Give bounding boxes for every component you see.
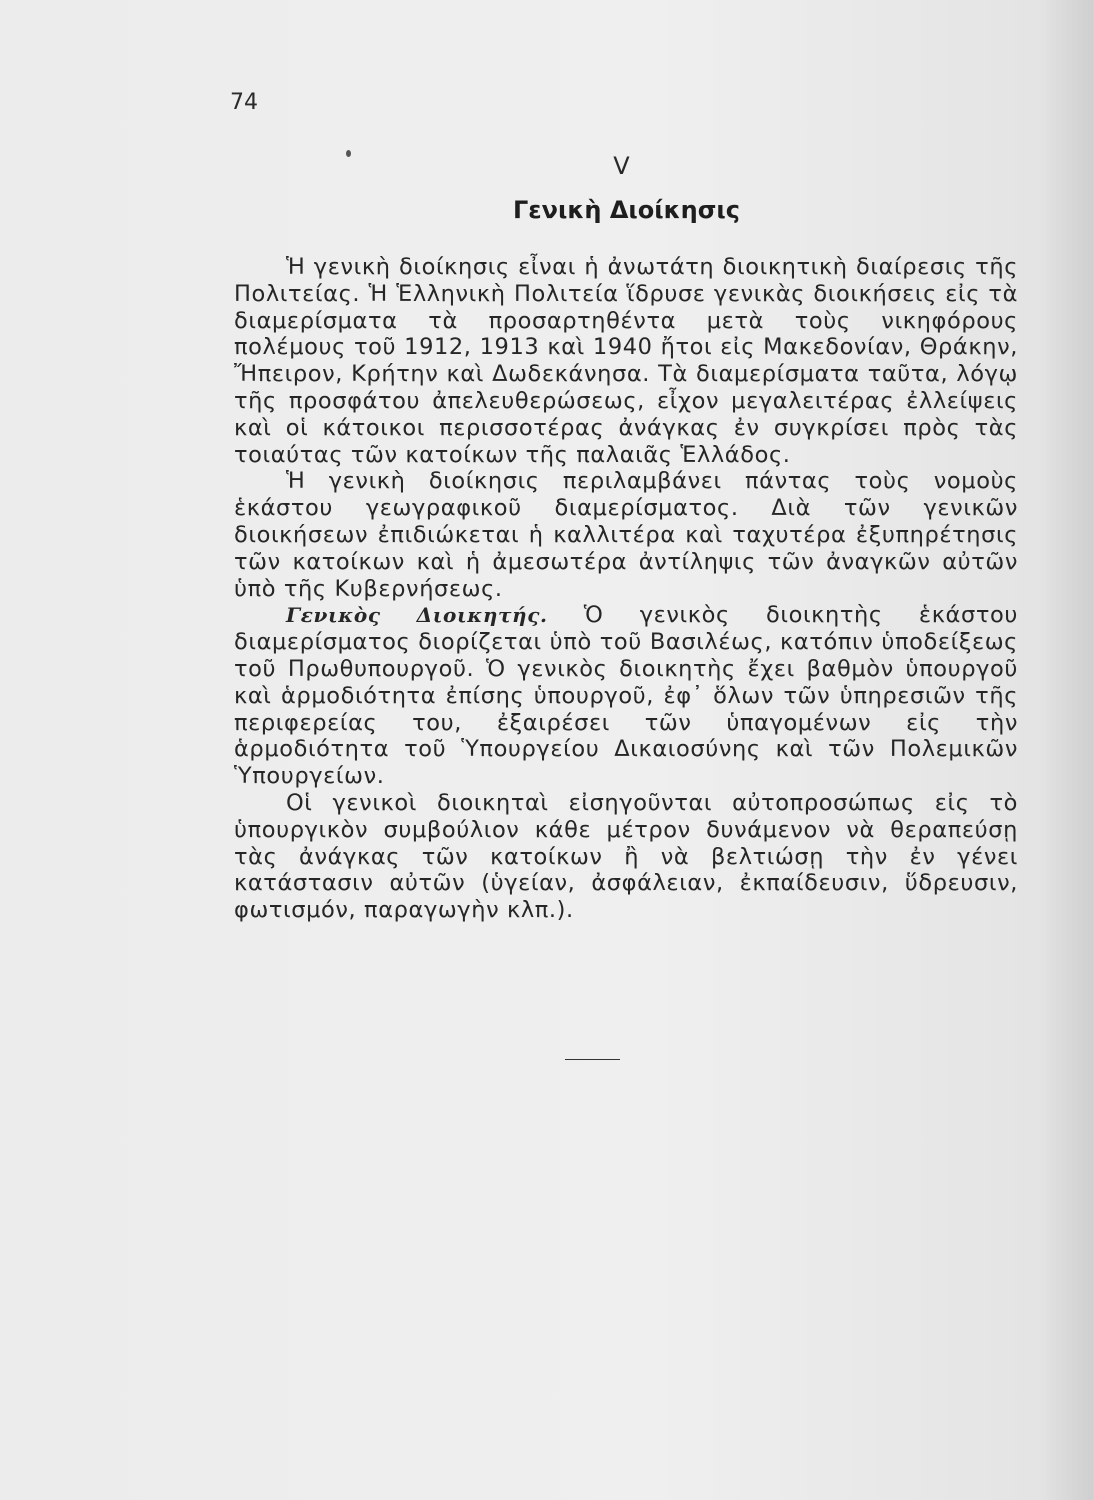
paragraph-4: Οἱ γενικοὶ διοικηταὶ εἰσηγοῦνται αὐτοπροσώπως εἰς τὸ ὑπουργικὸν συμβούλιον κάθε μέτρον δυνάμενον νὰ θεραπεύσῃ τὰς ἀνάγκας τῶν κατοίκων ἢ νὰ βελτιώσῃ τὴν ἐν γένει κατάστασιν αὐτῶν (ὑγείαν, ἀσφάλειαν, ἐκπαίδευσιν, ὕδρευσιν, φωτισμόν, παραγωγὴν κλπ.). — [234, 789, 1018, 924]
paragraph-3 — [234, 602, 1018, 790]
end-rule — [565, 1059, 620, 1060]
paragraph-2: Ἡ γενικὴ διοίκησις περιλαμβάνει πάντας τοὺς νομοὺς ἑκάστου γεωγραφικοῦ διαμερίσματος. Διὰ τῶν γενικῶν διοικήσεων ἐπιδιώκεται ἡ καλλιτέρα καὶ ταχυτέρα ἐξυπηρέτησις τῶν κατοίκων καὶ ἡ ἀμεσωτέρα ἀντίληψις τῶν ἀναγκῶν αὐτῶν ὑπὸ τῆς Κυβερνήσεως. — [234, 468, 1018, 602]
page-number: 74 — [230, 90, 258, 115]
side-heading-general-governor: Γενικὸς Διοικητής. — [286, 603, 548, 628]
paragraph-1: Ἡ γενικὴ διοίκησις εἶναι ἡ ἀνωτάτη διοικητικὴ διαίρεσις τῆς Πολιτείας. Ἡ Ἑλληνικὴ Πολιτεία ἵδρυσε γενικὰς διοικήσεις εἰς τὰ διαμερίσματα τὰ προσαρτηθέντα μετὰ τοὺς νικηφόρους πολέμους τοῦ 1912, 1913 καὶ 1940 ἤτοι εἰς Μακεδονίαν, Θράκην, Ἤπειρον, Κρήτην καὶ Δωδεκάνησα. Τὰ διαμερίσματα ταῦτα, λόγῳ τῆς προσφάτου ἀπελευθερώσεως, εἶχον μεγαλειτέρας ἐλλείψεις καὶ οἱ κάτοικοι περισσοτέρας ἀνάγκας ἐν συγκρίσει πρὸς τὰς τοιαύτας τῶν κατοίκων τῆς παλαιᾶς Ἑλλάδος. — [234, 254, 1018, 468]
body-text — [234, 254, 1018, 924]
paragraph-3-text: Ὁ γενικὸς διοικητὴς ἑκάστου διαμερίσματος διορίζεται ὑπὸ τοῦ Βασιλέως, κατόπιν ὑποδείξεως τοῦ Πρωθυπουργοῦ. Ὁ γενικὸς διοικητὴς ἔχει βαθμὸν ὑπουργοῦ καὶ ἁρμοδιότητα ἐπίσης ὑπουργοῦ, ἐφ᾽ ὅλων τῶν ὑπηρεσιῶν τῆς περιφερείας του, ἐξαιρέσει τῶν ὑπαγομένων εἰς τὴν ἁρμοδιότητα τοῦ Ὑπουργείου Δικαιοσύνης καὶ τῶν Πολεμικῶν Ὑπουργείων. — [234, 602, 1018, 790]
chapter-title: Γενικὴ Διοίκησις — [512, 196, 740, 224]
chapter-numeral: V — [613, 152, 630, 180]
